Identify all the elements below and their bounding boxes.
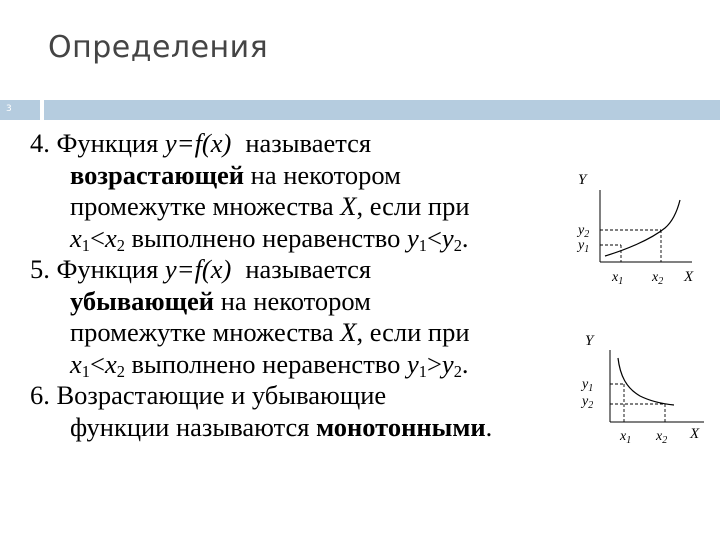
definition-4: 4. Функция y=f(x) называется возрастающей на некотором промежутке множества X, если при $x_1<x_2$ выполнено неравенство $y_1<y_2$.: [30, 128, 600, 254]
definition-number: 6.: [30, 380, 50, 410]
label-y1: $y_1$: [582, 377, 594, 394]
slide-number: 3: [6, 104, 12, 114]
term-increasing: возрастающей: [70, 159, 245, 190]
label-x1: $x_1$: [620, 429, 632, 446]
function-formula: y=f(x): [164, 128, 232, 158]
definition-5: 5. Функция y=f(x) называется убывающей на некотором промежутке множества X, если при $x_1<x_2$ выполнено неравенство $y_1>y_2$.: [30, 254, 600, 380]
label-y1: $y_1$: [578, 238, 590, 255]
label-y2: $y_2$: [578, 223, 590, 240]
slide-title: Определения: [48, 30, 269, 65]
inequality-line: $x_1<x_2$ выполнено неравенство $y_1<y_2$.: [70, 222, 469, 255]
inequality-line: $x_1<x_2$ выполнено неравенство $y_1>y_2$.: [70, 348, 469, 381]
label-x2: $x_2$: [652, 270, 664, 287]
definition-number: 4.: [30, 128, 50, 158]
term-monotone: монотонными: [316, 411, 486, 442]
x-axis-label: X: [690, 426, 700, 442]
definition-number: 5.: [30, 254, 50, 284]
label-y2: $y_2$: [582, 394, 594, 411]
label-x1: $x_1$: [612, 270, 624, 287]
function-formula: y=f(x): [164, 254, 232, 284]
definition-6: 6. Возрастающие и убывающие функции называются монотонными.: [30, 380, 493, 442]
y-axis-label: Y: [585, 333, 594, 349]
y-axis-label: Y: [578, 172, 587, 188]
label-x2: $x_2$: [656, 429, 668, 446]
decreasing-curve: [618, 358, 674, 405]
term-decreasing: убывающей: [70, 285, 215, 316]
x-axis-label: X: [684, 269, 694, 285]
